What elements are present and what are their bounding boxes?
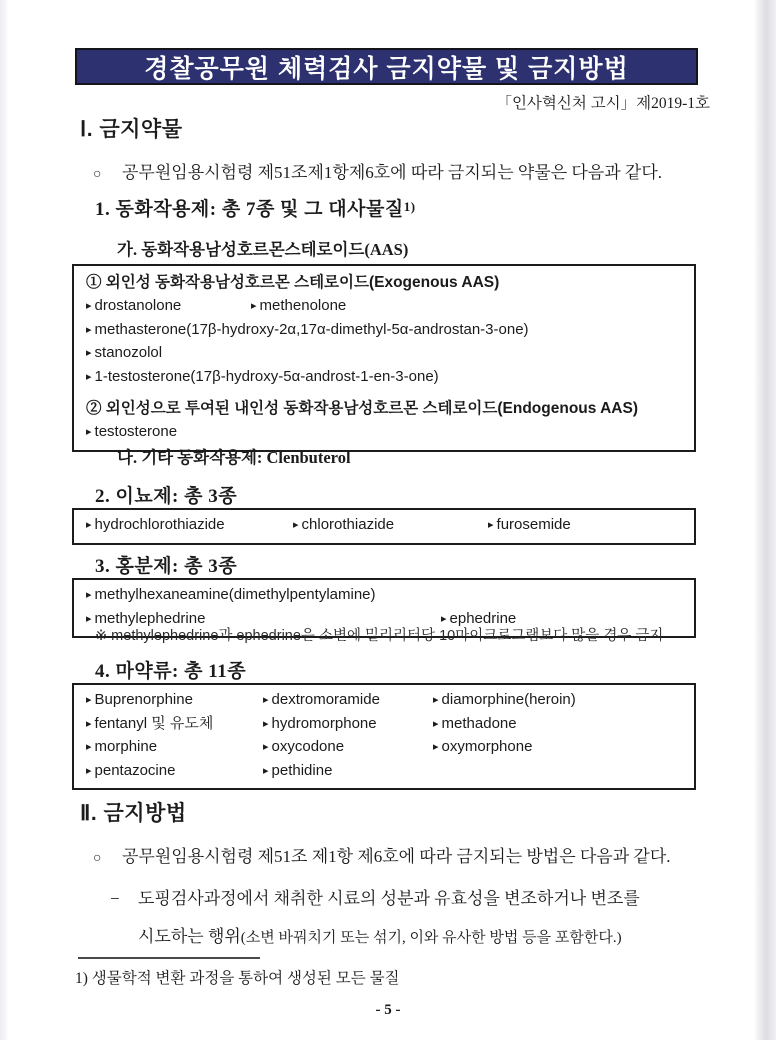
drug-item: ▸ testosterone bbox=[86, 423, 178, 440]
drug-item: ▸ 1-testosterone(17β-hydroxy-5α-androst-1-en-3-one) bbox=[86, 367, 439, 385]
bullet-icon: ▸ bbox=[263, 764, 269, 777]
bullet-icon: ▸ bbox=[86, 347, 92, 359]
bullet-icon: ▸ bbox=[433, 694, 439, 706]
drug-item: ▸ pethidine bbox=[263, 761, 333, 779]
bullet-icon: ▸ bbox=[86, 323, 92, 336]
table-row bbox=[86, 760, 682, 784]
drug-item: ▸ stanozolol bbox=[86, 344, 163, 361]
section2-heading: Ⅱ. 금지방법 bbox=[80, 802, 187, 825]
drug-item: ▸ methenolone bbox=[251, 297, 347, 314]
bullet-icon: ▸ bbox=[86, 426, 92, 438]
table-row bbox=[86, 713, 682, 737]
drug-item: ▸ chlorothiazide bbox=[293, 516, 395, 533]
circle-bullet-icon: ○ bbox=[93, 851, 102, 866]
stimulants-heading: 3. 홍분제: 총 3종 bbox=[95, 556, 238, 577]
anabolic-heading: 1. 동화작용제: 총 7종 및 그 대사물질$^{1)}$ bbox=[95, 199, 416, 220]
circle-bullet-icon: ○ bbox=[93, 167, 102, 182]
table-row bbox=[86, 514, 682, 538]
table-row bbox=[86, 584, 682, 608]
bullet-icon: ▸ bbox=[86, 300, 92, 312]
drug-item: ▸ oxycodone bbox=[263, 738, 345, 755]
section1-heading: Ⅰ. 금지약물 bbox=[80, 118, 183, 141]
bullet-icon: ▸ bbox=[86, 741, 92, 753]
table-row bbox=[86, 689, 682, 713]
endogenous-aas-title: ② 외인성으로 투여된 내인성 동화작용남성호르몬 스테로이드(Endogenous AAS) bbox=[86, 400, 638, 417]
bullet-icon: ▸ bbox=[86, 589, 92, 601]
bullet-icon: ▸ bbox=[86, 612, 92, 625]
dash-icon: − bbox=[110, 889, 120, 908]
footnote-text: 1) 생물학적 변환 과정을 통하여 생성된 모든 물질 bbox=[75, 970, 400, 987]
drug-item: ▸ drostanolone bbox=[86, 297, 182, 314]
bullet-icon: ▸ bbox=[86, 519, 92, 531]
narcotics-drug-box bbox=[72, 683, 696, 790]
drug-item: ▸ dextromoramide bbox=[263, 691, 380, 708]
footnote-divider bbox=[78, 957, 260, 959]
page-number: - 5 - bbox=[375, 1002, 401, 1018]
table-row bbox=[86, 319, 682, 343]
drug-item: ▸ oxymorphone bbox=[433, 738, 533, 755]
section1-intro: ○ 공무원임용시험령 제51조제1항제6호에 따라 금지되는 약물은 다음과 같다. bbox=[93, 163, 662, 182]
bullet-icon: ▸ bbox=[433, 741, 439, 753]
table-row bbox=[86, 295, 682, 319]
exogenous-aas-title: ① 외인성 동화작용남성호르몬 스테로이드(Exogenous AAS) bbox=[86, 274, 500, 291]
bullet-icon: ▸ bbox=[293, 519, 299, 531]
bullet-icon: ▸ bbox=[263, 741, 269, 753]
drug-item: ▸ methylhexaneamine(dimethylpentylamine) bbox=[86, 586, 376, 603]
bullet-icon: ▸ bbox=[263, 717, 269, 730]
drug-item: ▸ methadone bbox=[433, 714, 517, 732]
table-row bbox=[86, 366, 682, 390]
aas-drug-box bbox=[72, 264, 696, 452]
bullet-icon: ▸ bbox=[86, 764, 92, 777]
drug-item: ▸ hydrochlorothiazide bbox=[86, 516, 225, 533]
diuretics-heading: 2. 이뇨제: 총 3종 bbox=[95, 486, 238, 507]
drug-item: ▸ methasterone(17β-hydroxy-2α,17α-dimethyl-5α-androstan-3-one) bbox=[86, 320, 529, 338]
bullet-icon: ▸ bbox=[263, 694, 269, 706]
drug-item: ▸ morphine bbox=[86, 738, 158, 755]
narcotics-heading: 4. 마약류: 총 11종 bbox=[95, 661, 247, 682]
document-title-banner bbox=[75, 48, 698, 85]
section2-item-line1: − 도핑검사과정에서 채취한 시료의 성분과 유효성을 변조하거나 변조를 bbox=[110, 889, 640, 908]
section2-intro: ○ 공무원임용시험령 제51조 제1항 제6호에 따라 금지되는 방법은 다음과 같다. bbox=[93, 847, 671, 866]
section2-item bbox=[110, 884, 730, 947]
bullet-icon: ▸ bbox=[433, 717, 439, 730]
drug-item: ▸ hydromorphone bbox=[263, 714, 377, 732]
table-row bbox=[86, 736, 682, 760]
section2-item-line2: 시도하는 행위(소변 바꿔치기 또는 섞기, 이와 유사한 방법 등을 포함한다.) bbox=[138, 927, 622, 946]
drug-item: ▸ fentanyl 및 유도체 bbox=[86, 714, 214, 732]
bullet-icon: ▸ bbox=[488, 519, 494, 531]
bullet-icon: ▸ bbox=[86, 370, 92, 383]
bullet-icon: ▸ bbox=[251, 300, 257, 312]
drug-item: ▸ diamorphine(heroin) bbox=[433, 691, 576, 708]
table-row bbox=[86, 342, 682, 366]
diuretics-drug-box bbox=[72, 508, 696, 545]
drug-item: ▸ ephedrine bbox=[441, 609, 517, 627]
table-row bbox=[86, 421, 682, 445]
drug-item: ▸ pentazocine bbox=[86, 761, 176, 779]
anabolic-item-ga: 가. 동화작용남성호르몬스테로이드(AAS) bbox=[117, 240, 409, 259]
stimulants-note: ※ methylephedrine과 ephedrine은 소변에 밀리리터당 10마이크로그램보다 많을 경우 금지 bbox=[95, 628, 664, 644]
bullet-icon: ▸ bbox=[86, 694, 92, 706]
drug-item: ▸ furosemide bbox=[488, 516, 571, 533]
anabolic-item-na: 나. 기타 동화작용제: Clenbuterol bbox=[117, 448, 351, 467]
notice-reference: 「인사혁신처 고시」제2019-1호 bbox=[496, 95, 710, 112]
bullet-icon: ▸ bbox=[86, 717, 92, 730]
drug-item: ▸ methylephedrine bbox=[86, 609, 206, 627]
bullet-icon: ▸ bbox=[441, 612, 447, 625]
footnote-ref: 1) bbox=[403, 199, 416, 214]
drug-item: ▸ Buprenorphine bbox=[86, 691, 193, 708]
page-title: 경찰공무원 체력검사 금지약물 및 금지방법 bbox=[144, 54, 629, 83]
